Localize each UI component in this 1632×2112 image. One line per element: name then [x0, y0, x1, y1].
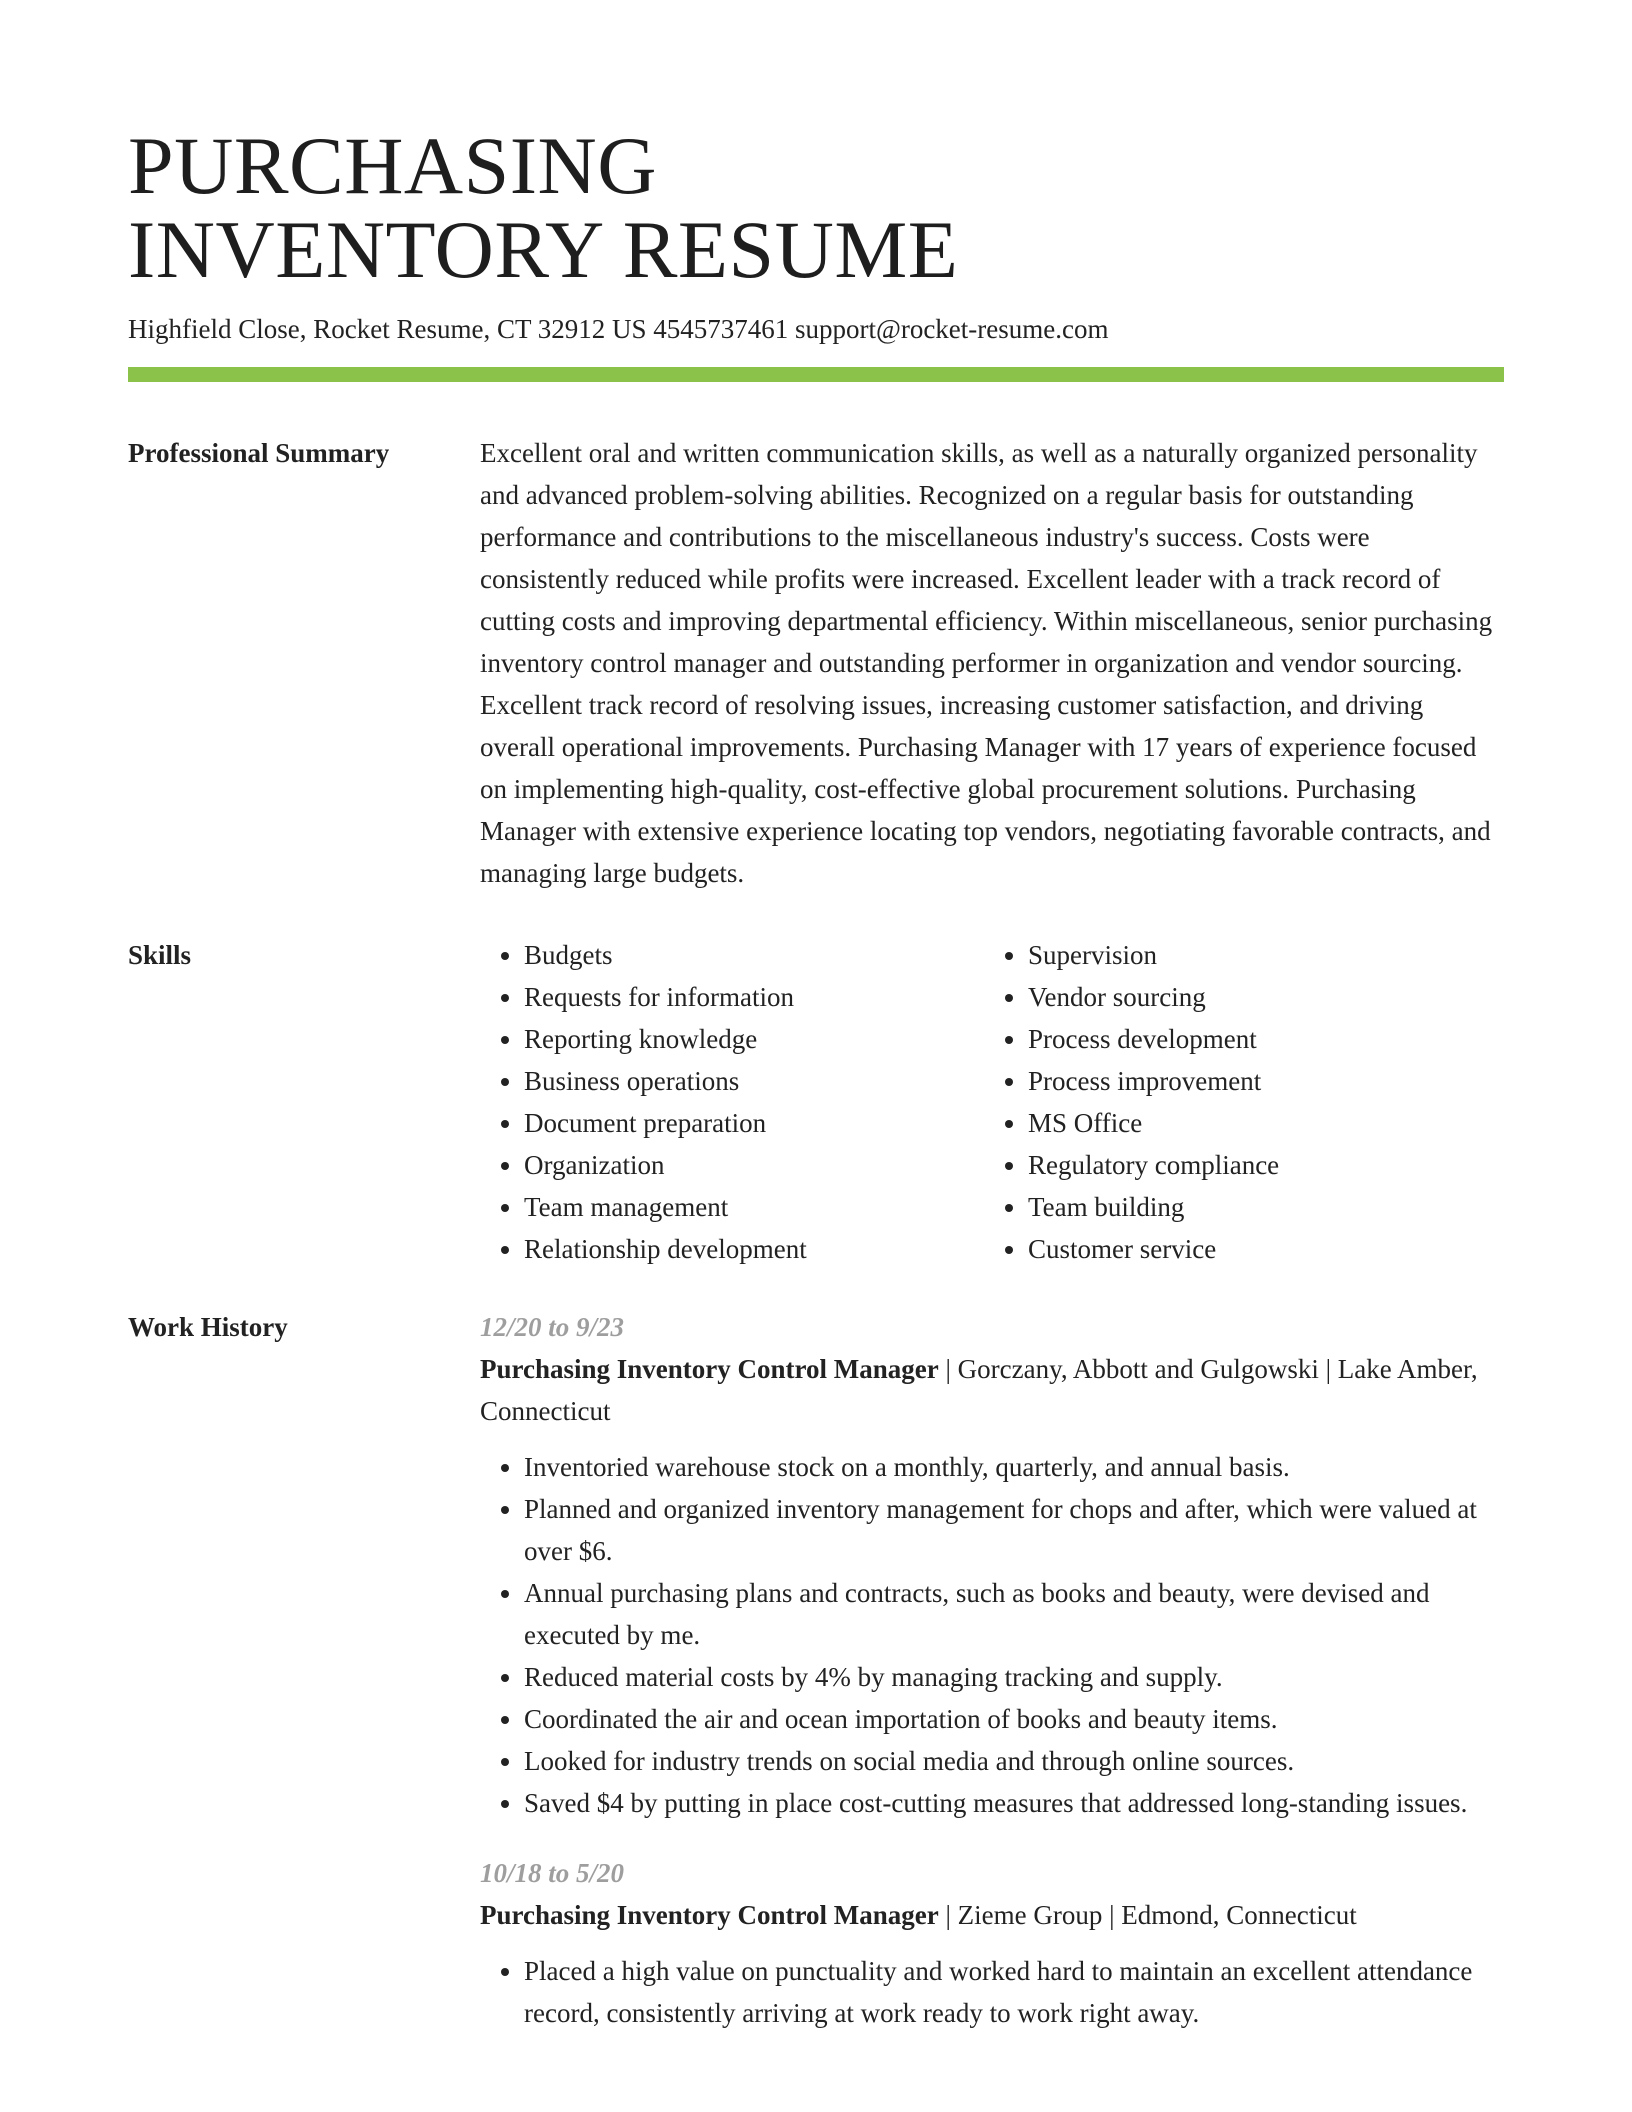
- section-label-work: Work History: [128, 1312, 288, 1342]
- job-dates: 12/20 to 9/23: [480, 1312, 625, 1342]
- job-entry: [480, 1852, 1504, 2034]
- job-bullets: [480, 1950, 1504, 2034]
- job-bullet: • Looked for industry trends on social media and through online sources.: [524, 1740, 1504, 1782]
- job-bullet: • Placed a high value on punctuality and worked hard to maintain an excellent attendance record, consistently arriving at work ready to work right away.: [524, 1950, 1504, 2034]
- summary-section: [128, 432, 1504, 894]
- skill-item: • Requests for information: [524, 976, 984, 1018]
- skill-item: • Customer service: [1028, 1228, 1488, 1270]
- accent-divider: [128, 367, 1504, 382]
- skill-item: • Team management: [524, 1186, 984, 1228]
- job-dates: 10/18 to 5/20: [480, 1858, 625, 1888]
- skill-item: • Process improvement: [1028, 1060, 1488, 1102]
- job-bullet: • Planned and organized inventory management for chops and after, which were valued at over $6.: [524, 1488, 1504, 1572]
- work-body: [480, 1306, 1504, 2062]
- skill-item: • Organization: [524, 1144, 984, 1186]
- job-bullet: • Saved $4 by putting in place cost-cutting measures that addressed long-standing issues.: [524, 1782, 1504, 1824]
- section-label-skills: Skills: [128, 940, 192, 970]
- job-details: | Gorczany, Abbott and Gulgowski | Lake Amber, Connecticut: [480, 1354, 1478, 1426]
- skills-section: [128, 934, 1504, 1270]
- job-details: | Zieme Group | Edmond, Connecticut: [938, 1900, 1357, 1930]
- skills-body: [480, 934, 1504, 1270]
- section-label-summary: Professional Summary: [128, 438, 390, 468]
- job-bullet: • Reduced material costs by 4% by managing tracking and supply.: [524, 1656, 1504, 1698]
- skills-columns: [480, 934, 1504, 1270]
- job-bullet: • Inventoried warehouse stock on a monthly, quarterly, and annual basis.: [524, 1446, 1504, 1488]
- skills-list-left: [480, 934, 984, 1270]
- skill-item: • Process development: [1028, 1018, 1488, 1060]
- skill-item: • Regulatory compliance: [1028, 1144, 1488, 1186]
- skill-item: • Document preparation: [524, 1102, 984, 1144]
- title-line-2: INVENTORY RESUME: [128, 204, 959, 295]
- skills-list-right: [984, 934, 1488, 1270]
- title-line-1: PURCHASING: [128, 120, 657, 211]
- job-bullet: • Annual purchasing plans and contracts, such as books and beauty, were devised and executed by me.: [524, 1572, 1504, 1656]
- skill-item: • Team building: [1028, 1186, 1488, 1228]
- skill-item: • Vendor sourcing: [1028, 976, 1488, 1018]
- skill-item: • MS Office: [1028, 1102, 1488, 1144]
- job-header: [480, 1348, 1504, 1432]
- resume-page: [128, 120, 1504, 2062]
- job-entry: [480, 1306, 1504, 1824]
- job-bullet: • Coordinated the air and ocean importation of books and beauty items.: [524, 1698, 1504, 1740]
- skill-item: • Relationship development: [524, 1228, 984, 1270]
- job-header: [480, 1894, 1504, 1936]
- job-title: Purchasing Inventory Control Manager: [480, 1900, 939, 1930]
- contact-line: Highfield Close, Rocket Resume, CT 32912 US 4545737461 support@rocket-resume.com: [128, 314, 1109, 344]
- skill-item: • Budgets: [524, 934, 984, 976]
- summary-body: [480, 432, 1504, 894]
- summary-text: Excellent oral and written communication skills, as well as a naturally organized personality and advanced problem-solving abilities. Recognized on a regular basis for outstanding performance and contributions to the miscellaneous industry's success. Costs were consistently reduced while profits were increased. Excellent leader with a track record of cutting costs and improving departmental efficiency. Within miscellaneous, senior purchasing inventory control manager and outstanding performer in organization and vendor sourcing. Excellent track record of resolving issues, increasing customer satisfaction, and driving overall operational improvements. Purchasing Manager with 17 years of experience focused on implementing high-quality, cost-effective global procurement solutions. Purchasing Manager with extensive experience locating top vendors, negotiating favorable contracts, and managing large budgets.: [480, 438, 1493, 888]
- skill-item: • Supervision: [1028, 934, 1488, 976]
- job-bullets: [480, 1446, 1504, 1824]
- work-section: [128, 1306, 1504, 2062]
- resume-title: [128, 120, 1504, 295]
- skill-item: • Business operations: [524, 1060, 984, 1102]
- skill-item: • Reporting knowledge: [524, 1018, 984, 1060]
- job-title: Purchasing Inventory Control Manager: [480, 1354, 939, 1384]
